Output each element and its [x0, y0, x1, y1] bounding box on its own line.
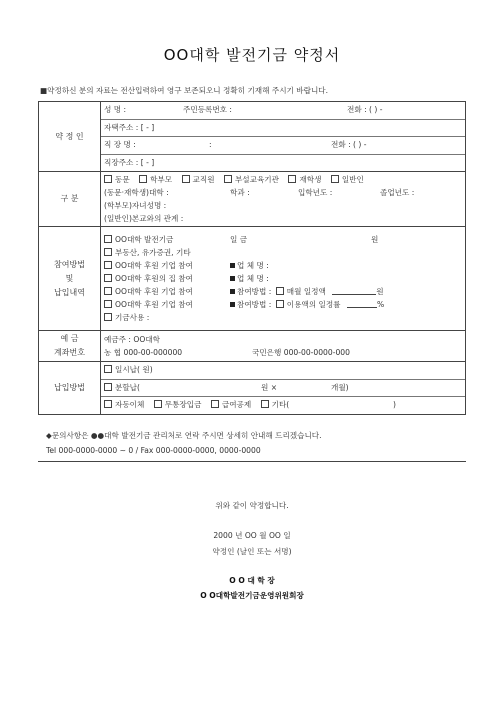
- payroll-label: 급여공제: [221, 400, 252, 409]
- parent-checkbox[interactable]: [139, 175, 147, 183]
- workplace-row: [101, 137, 465, 155]
- alumni-detail-row: [104, 186, 462, 199]
- auto-transfer-checkbox[interactable]: [104, 400, 112, 408]
- work-phone-field[interactable]: 전화 : ( ) -: [331, 140, 367, 149]
- monthly-sponsor-label: OO대학 후원 기업 참여: [115, 287, 193, 296]
- monthly-method-label: 참여방법 :: [237, 287, 272, 296]
- workplace-colon: :: [209, 140, 212, 149]
- monthly-won-label: 원: [376, 287, 384, 296]
- rate-sponsor-checkbox[interactable]: [104, 300, 112, 308]
- kb-account: 국민은행 000-00-0000-000: [252, 348, 350, 357]
- rate-method-label: 참여방법 :: [237, 300, 272, 309]
- realestate-checkbox[interactable]: [104, 248, 112, 256]
- method-label: 참여방법 및 납입내역: [39, 227, 101, 331]
- bank-deposit-checkbox[interactable]: [154, 400, 162, 408]
- phone-field[interactable]: 전화 : ( ) -: [347, 105, 383, 114]
- staff-checkbox[interactable]: [182, 175, 190, 183]
- university-president: O O 대 학 장: [229, 576, 275, 585]
- affiliate-option-label: 부설교육기관: [234, 175, 279, 184]
- installment-checkbox[interactable]: [104, 383, 112, 391]
- home-address-row: [101, 120, 465, 138]
- installment-row: [101, 380, 465, 398]
- admission-year-field[interactable]: 입학년도 :: [298, 188, 333, 197]
- other-checkbox[interactable]: [261, 400, 269, 408]
- payroll-checkbox[interactable]: [211, 400, 219, 408]
- college-field[interactable]: (동문·재학생)대학 :: [104, 188, 169, 197]
- purpose-checkbox[interactable]: [104, 313, 112, 321]
- category-options: [104, 173, 462, 186]
- rate-row: [104, 298, 462, 311]
- account-holder: 예금주 : OO대학: [104, 335, 161, 344]
- alumni-option-label: 동문: [115, 175, 130, 184]
- bank-deposit-label: 무통장입금: [164, 400, 202, 409]
- lump-sum-checkbox[interactable]: [104, 365, 112, 373]
- public-checkbox[interactable]: [331, 175, 339, 183]
- auto-transfer-label: 자동이체: [115, 400, 145, 409]
- rate-checkbox[interactable]: [276, 300, 284, 308]
- contact-info: [38, 425, 466, 462]
- fund-checkbox[interactable]: [104, 235, 112, 243]
- purpose-row: [104, 311, 462, 324]
- parent-option-label: 학부모: [150, 175, 173, 184]
- installment-label: 분할납(: [115, 382, 140, 392]
- bullet-icon: [230, 263, 235, 268]
- percent-label: %: [376, 300, 385, 309]
- sponsor-house-row: [104, 272, 462, 285]
- fund-row: [104, 233, 462, 246]
- signer-line[interactable]: 약정인 (날인 또는 서명): [212, 547, 292, 556]
- sponsor-house-checkbox[interactable]: [104, 274, 112, 282]
- payment-label: 납입방법: [39, 362, 101, 415]
- monthly-row: [104, 285, 462, 298]
- realestate-label: 부동산, 유가증권, 기타: [115, 248, 191, 257]
- name-row: [101, 102, 465, 120]
- home-address-field[interactable]: 자택주소 : [ - ]: [104, 122, 155, 132]
- payment-type-row: [101, 397, 465, 414]
- other-label: 기타(: [271, 400, 290, 409]
- affiliate-checkbox[interactable]: [224, 175, 232, 183]
- bullet-icon: [230, 289, 235, 294]
- contact-line: ◆문의사항은 ●●대학 발전기금 관리처로 연락 주시면 상세히 안내해 드리겠습니다.: [46, 431, 322, 440]
- pledger-label: 약 정 인: [39, 102, 101, 172]
- closing-text: 위와 같이 약정합니다.: [215, 501, 289, 510]
- graduation-year-field[interactable]: 졸업년도 :: [380, 188, 415, 197]
- page-title: OO대학 발전기금 약정서: [163, 46, 341, 64]
- relation-field[interactable]: (일반인)본교와의 관계 :: [104, 214, 184, 223]
- installment-won-label: 원 ×: [261, 382, 278, 392]
- bullet-icon: [230, 276, 235, 281]
- bullet-icon: [230, 302, 235, 307]
- workplace-field[interactable]: 직 장 명 :: [104, 140, 136, 149]
- monthly-amount-checkbox[interactable]: [276, 287, 284, 295]
- house-company-field[interactable]: 업 체 명 :: [237, 274, 269, 283]
- lump-sum-row: [101, 362, 465, 380]
- rate-input[interactable]: [347, 307, 377, 308]
- sponsor-company-row: [104, 259, 462, 272]
- lump-sum-label: 일시납( 원): [115, 365, 153, 374]
- sponsor-company-label: OO대학 후원 기업 참여: [115, 261, 193, 270]
- staff-option-label: 교직원: [192, 175, 215, 184]
- company-name-field[interactable]: 업 체 명 :: [237, 261, 269, 270]
- rate-sponsor-label: OO대학 후원 기업 참여: [115, 300, 193, 309]
- account-numbers: [104, 346, 462, 359]
- child-name-field[interactable]: (학부모)자녀성명 :: [104, 201, 167, 210]
- installment-months-label: 개월): [331, 382, 349, 392]
- sponsor-house-label: OO대학 후원의 집 참여: [115, 274, 193, 283]
- other-close-paren: ): [393, 400, 396, 409]
- pledge-form-table: [38, 101, 466, 415]
- monthly-sponsor-checkbox[interactable]: [104, 287, 112, 295]
- student-checkbox[interactable]: [288, 175, 296, 183]
- student-option-label: 재학생: [299, 175, 322, 184]
- sponsor-company-checkbox[interactable]: [104, 261, 112, 269]
- alumni-checkbox[interactable]: [104, 175, 112, 183]
- committee-chair: O O대학발전기금운영위원회장: [200, 591, 304, 600]
- date-line: 2000 년 OO 월 OO 일: [213, 531, 291, 540]
- rate-label: 이용액의 일정률: [286, 300, 341, 309]
- realestate-row: [104, 246, 462, 259]
- account-label: 예 금 계좌번호: [39, 331, 101, 362]
- category-label: 구 분: [39, 172, 101, 227]
- work-address-field[interactable]: 직장주소 : [ - ]: [104, 157, 155, 167]
- fund-amount-label: 일 금: [230, 235, 248, 244]
- monthly-amount-input[interactable]: [332, 294, 376, 295]
- rrn-field[interactable]: 주민등록번호 :: [183, 105, 232, 114]
- monthly-amount-label: 매월 일정액: [286, 287, 326, 296]
- fund-label: OO대학 발전기금: [115, 235, 174, 244]
- notice-text: ■약정하신 분의 자료는 전산입력하여 영구 보존되오니 정확히 기재해 주시기 바랍니다.: [40, 86, 329, 95]
- purpose-field[interactable]: 기금사용 :: [115, 313, 150, 322]
- fund-won-label: 원: [371, 235, 379, 244]
- work-address-row: [101, 155, 465, 172]
- public-option-label: 일반인: [341, 175, 364, 184]
- dept-field[interactable]: 학과 :: [230, 188, 250, 197]
- contact-phone: Tel 000-0000-0000 ~ 0 / Fax 000-0000-0000, 0000-0000: [46, 446, 261, 455]
- name-field[interactable]: 성 명 :: [104, 105, 127, 114]
- nh-account: 농 협 000-00-000000: [104, 348, 183, 357]
